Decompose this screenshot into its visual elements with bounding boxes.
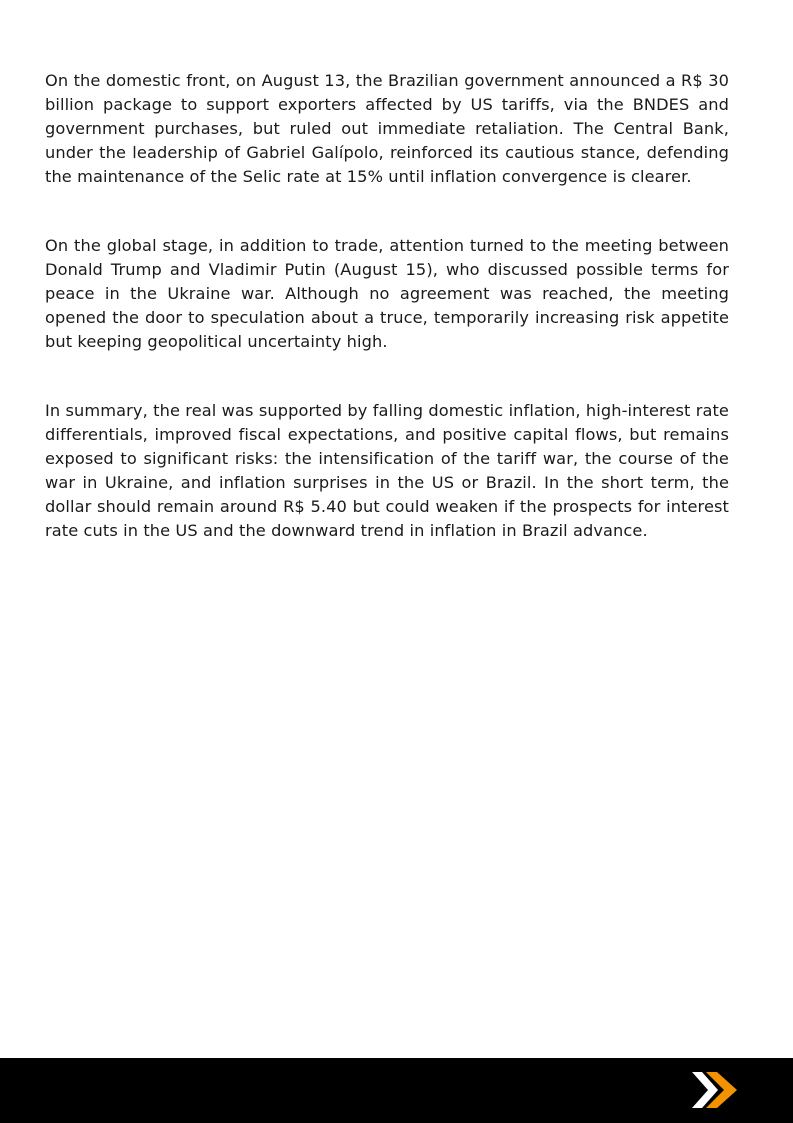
document-body — [45, 69, 729, 543]
paragraph-domestic-front: On the domestic front, on August 13, the Brazilian government announced a R$ 30 billion package to support exporters affected by US tariffs, via the BNDES and government purchases, but ruled out immediate retaliation. The Central Bank, under the leadership of Gabriel Galípolo, reinforced its cautious stance, defending the maintenance of the Selic rate at 15% until inflation convergence is clearer. — [45, 71, 729, 186]
paragraph-global-stage: On the global stage, in addition to trade, attention turned to the meeting between Donald Trump and Vladimir Putin (August 15), who discussed possible terms for peace in the Ukraine war. Although no agreement was reached, the meeting opened the door to speculation about a truce, temporarily increasing risk appetite but keeping geopolitical uncertainty high. — [45, 236, 729, 351]
double-chevron-logo-icon — [690, 1069, 740, 1111]
paragraph-summary: In summary, the real was supported by falling domestic inflation, high-interest rate differentials, improved fiscal expectations, and positive capital flows, but remains exposed to significant risks: the intensification of the tariff war, the course of the war in Ukraine, and inflation surprises in the US or Brazil. In the short term, the dollar should remain around R$ 5.40 but could weaken if the prospects for interest rate cuts in the US and the downward trend in inflation in Brazil advance. — [45, 401, 729, 540]
page-footer — [0, 1058, 793, 1123]
